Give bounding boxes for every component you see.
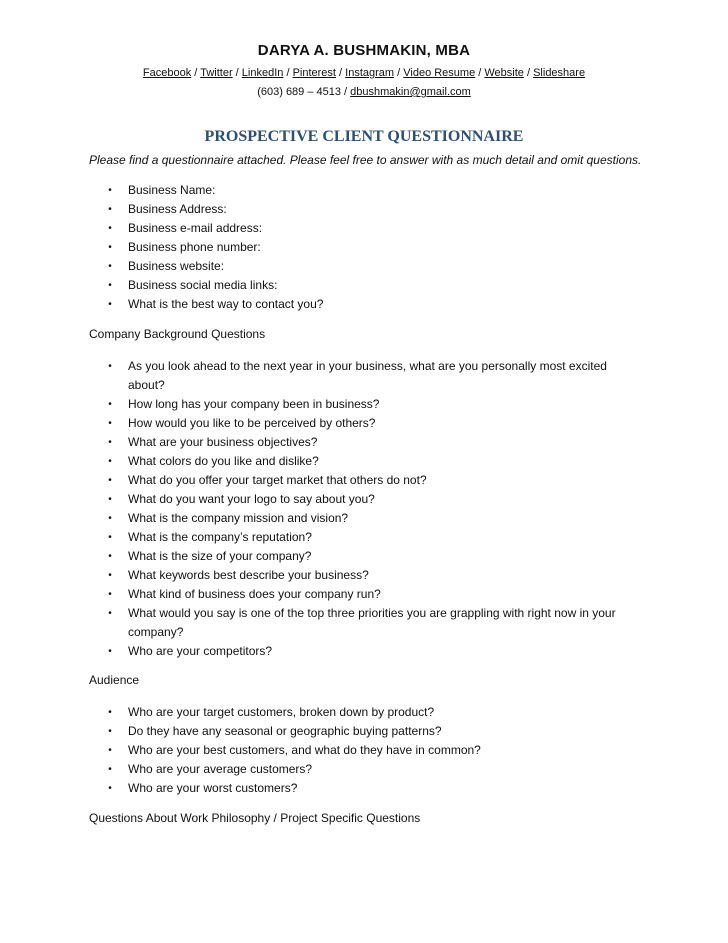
bullet-icon: •: [108, 513, 112, 524]
phone-number: (603) 689 – 4513 /: [257, 86, 351, 98]
document-title: PROSPECTIVE CLIENT QUESTIONNAIRE: [204, 128, 524, 145]
list-item: [0, 295, 728, 314]
list-item-text: What do you offer your target market that others do not?: [128, 473, 427, 487]
bullet-icon: •: [108, 242, 112, 253]
link-separator: /: [394, 67, 404, 79]
list-item-text: What would you say is one of the top three priorities you are grappling with right now in your company?: [128, 606, 616, 639]
list-item: [0, 741, 728, 760]
list-item-text: What is the company mission and vision?: [128, 511, 349, 525]
bullet-icon: •: [108, 223, 112, 234]
basic-info-list: [0, 181, 728, 314]
list-item-text: What do you want your logo to say about you?: [128, 492, 375, 506]
list-item: [0, 604, 728, 642]
list-item: [0, 414, 728, 433]
bullet-icon: •: [108, 399, 112, 410]
social-links-bar: [0, 67, 728, 79]
list-item-text: What is the best way to contact you?: [128, 297, 324, 311]
bullet-icon: •: [108, 204, 112, 215]
list-item-text: Who are your target customers, broken down by product?: [128, 705, 435, 719]
list-item: [0, 509, 728, 528]
bullet-icon: •: [108, 299, 112, 310]
list-item: [0, 642, 728, 661]
author-name: DARYA A. BUSHMAKIN, MBA: [257, 42, 471, 59]
list-item: [0, 779, 728, 798]
list-item-text: What kind of business does your company run?: [128, 587, 381, 601]
bullet-icon: •: [108, 280, 112, 291]
list-item: [0, 452, 728, 471]
bullet-icon: •: [108, 456, 112, 467]
bullet-icon: •: [108, 261, 112, 272]
bullet-icon: •: [108, 646, 112, 657]
bullet-icon: •: [108, 418, 112, 429]
list-item: [0, 471, 728, 490]
list-item-text: Business social media links:: [128, 278, 278, 292]
list-item: [0, 585, 728, 604]
link-separator: /: [232, 67, 242, 79]
bullet-icon: •: [108, 764, 112, 775]
bullet-icon: •: [108, 589, 112, 600]
list-item-text: Business Name:: [128, 183, 216, 197]
list-item-text: Business website:: [128, 259, 225, 273]
contact-line: [0, 86, 728, 98]
audience-list: [0, 703, 728, 798]
intro-text: Please find a questionnaire attached. Please feel free to answer with as much detail and omit questions.: [89, 153, 642, 167]
section-heading-work-philosophy: Questions About Work Philosophy / Project Specific Questions: [89, 811, 421, 825]
list-item: [0, 433, 728, 452]
list-item-text: Who are your worst customers?: [128, 781, 298, 795]
list-item-text: What are your business objectives?: [128, 435, 318, 449]
bullet-icon: •: [108, 361, 112, 372]
social-link-slideshare[interactable]: Slideshare: [533, 67, 586, 79]
link-separator: /: [191, 67, 201, 79]
bullet-icon: •: [108, 437, 112, 448]
bullet-icon: •: [108, 185, 112, 196]
link-separator: /: [475, 67, 485, 79]
section-heading-audience: Audience: [89, 673, 140, 687]
list-item-text: What keywords best describe your business?: [128, 568, 369, 582]
bullet-icon: •: [108, 494, 112, 505]
bullet-icon: •: [108, 570, 112, 581]
list-item: [0, 276, 728, 295]
list-item-text: Who are your best customers, and what do they have in common?: [128, 743, 481, 757]
list-item-text: Who are your average customers?: [128, 762, 313, 776]
list-item: [0, 219, 728, 238]
list-item-text: What is the size of your company?: [128, 549, 312, 563]
bullet-icon: •: [108, 608, 112, 619]
list-item: [0, 395, 728, 414]
list-item-text: As you look ahead to the next year in your business, what are you personally most excited about?: [128, 359, 607, 392]
social-link-pinterest[interactable]: Pinterest: [292, 67, 336, 79]
bullet-icon: •: [108, 783, 112, 794]
list-item-text: Business Address:: [128, 202, 227, 216]
link-separator: /: [523, 67, 534, 79]
list-item: [0, 547, 728, 566]
link-separator: /: [335, 67, 346, 79]
list-item-text: How would you like to be perceived by others?: [128, 416, 376, 430]
list-item: [0, 181, 728, 200]
bullet-icon: •: [108, 707, 112, 718]
bullet-icon: •: [108, 551, 112, 562]
bullet-icon: •: [108, 726, 112, 737]
list-item: [0, 357, 728, 395]
list-item: [0, 528, 728, 547]
list-item: [0, 760, 728, 779]
social-link-twitter[interactable]: Twitter: [200, 67, 233, 79]
list-item-text: How long has your company been in business?: [128, 397, 380, 411]
list-item-text: Do they have any seasonal or geographic buying patterns?: [128, 724, 442, 738]
link-separator: /: [283, 67, 293, 79]
list-item-text: What colors do you like and dislike?: [128, 454, 319, 468]
list-item: [0, 566, 728, 585]
company-background-list: [0, 357, 728, 661]
bullet-icon: •: [108, 475, 112, 486]
list-item: [0, 490, 728, 509]
section-heading-company-background: Company Background Questions: [89, 327, 266, 341]
list-item-text: What is the company’s reputation?: [128, 530, 312, 544]
list-item: [0, 703, 728, 722]
bullet-icon: •: [108, 745, 112, 756]
email-link[interactable]: dbushmakin@gmail.com: [350, 86, 471, 98]
social-link-linkedin[interactable]: LinkedIn: [241, 67, 284, 79]
list-item-text: Business e-mail address:: [128, 221, 263, 235]
social-link-video-resume[interactable]: Video Resume: [403, 67, 476, 79]
list-item: [0, 200, 728, 219]
bullet-icon: •: [108, 532, 112, 543]
list-item-text: Who are your competitors?: [128, 644, 273, 658]
social-link-instagram[interactable]: Instagram: [345, 67, 395, 79]
list-item: [0, 257, 728, 276]
social-link-website[interactable]: Website: [484, 67, 524, 79]
list-item: [0, 722, 728, 741]
list-item: [0, 238, 728, 257]
social-link-facebook[interactable]: Facebook: [142, 67, 192, 79]
list-item-text: Business phone number:: [128, 240, 261, 254]
